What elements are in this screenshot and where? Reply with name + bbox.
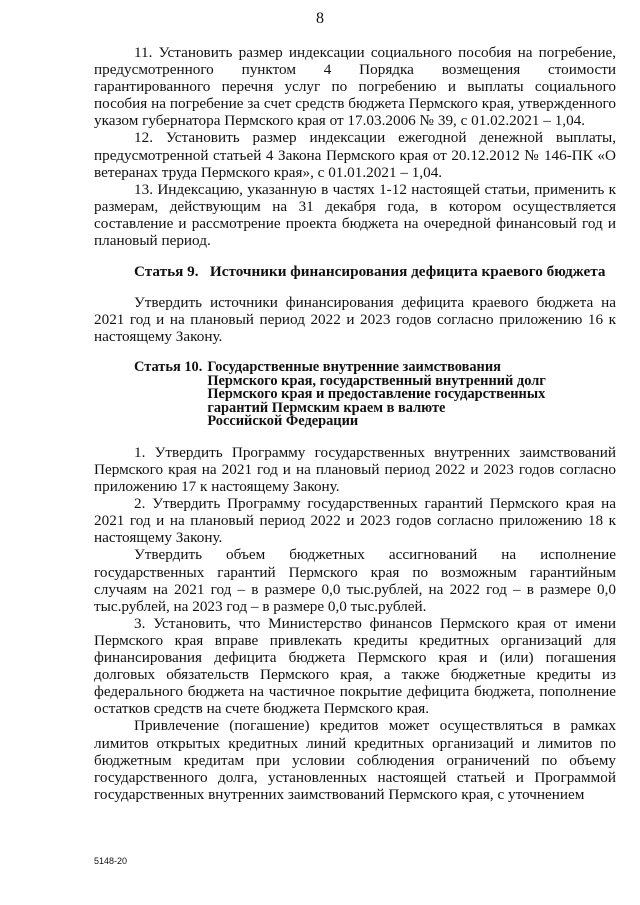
article-10-title bbox=[207, 361, 546, 429]
article-10-paragraph-1: 1. Утвердить Программу государственных внутренних заимствований Пермского края на 2021 год и на плановый период 2022 и 2023 годов согласно приложению 17 к настоящему Закону. bbox=[94, 443, 616, 496]
article-10-title-line: гарантий Пермским краем в валюте bbox=[207, 399, 446, 416]
article-10-title-line: Российской Федерации bbox=[207, 413, 359, 430]
article-10-heading bbox=[134, 361, 616, 429]
document-code: 5148-20 bbox=[94, 856, 128, 866]
article-10-paragraph-3-continued: Привлечение (погашение) кредитов может осуществляться в рамках лимитов открытых кредитных линий кредитных организаций и лимитов по бюджетным кредитам при условии соблюдения ограничений по объему государственного долга, установленных настоящей статьей и Программой государственных внутренних заимствований Пермского края, с уточнением bbox=[94, 717, 616, 803]
page-number: 8 bbox=[316, 10, 324, 27]
article-10-title-line: Пермского края, государственный внутренний долг bbox=[207, 372, 546, 389]
article-9-heading-text: Статья 9. Источники финансирования дефицита краевого бюджета bbox=[134, 263, 606, 281]
paragraph-item-13: 13. Индексацию, указанную в частях 1-12 настоящей статьи, применить к размерам, действующим на 31 декабря года, в котором осуществляется составление и рассмотрение проекта бюджета на очередной финансовый год и плановый период. bbox=[94, 180, 616, 250]
paragraph-item-12: 12. Установить размер индексации ежегодной денежной выплаты, предусмотренной статьей 4 Закона Пермского края от 20.12.2012 № 146-ПК «О ветеранах труда Пермского края», с 01.01.2021 – 1,04. bbox=[94, 129, 616, 181]
article-10-paragraph-2-expenditure: Утвердить объем бюджетных ассигнований на исполнение государственных гарантий Пермского края по возможным гарантийным случаям на 2021 год – в размере 0,0 тыс.рублей, на 2022 год – в размере 0,0 тыс.рублей, на 2023 год – в размере 0,0 тыс.рублей. bbox=[94, 546, 616, 615]
article-10-paragraph-3: 3. Установить, что Министерство финансов Пермского края от имени Пермского края вправе привлекать кредиты кредитных организаций для финансирования дефицита бюджета Пермского края и (или) погашения долговых обязательств Пермского края, а также бюджетные кредиты из федерального бюджета на частичное покрытие дефицита бюджета, пополнение остатков средств на счете бюджета Пермского края. bbox=[94, 614, 616, 718]
article-10-label: Статья 10. bbox=[134, 359, 203, 376]
article-9-heading bbox=[94, 263, 616, 280]
article-9-text: Утвердить источники финансирования дефицита краевого бюджета на 2021 год и на плановый период 2022 и 2023 годов согласно приложению 16 к настоящему Закону. bbox=[94, 294, 616, 346]
article-10-title-line: Пермского края и предоставление государственных bbox=[207, 386, 546, 403]
paragraph-item-11: 11. Установить размер индексации социального пособия на погребение, предусмотренного пунктом 4 Порядка возмещения стоимости гарантированного перечня услуг по погребению и выплаты социального пособия на погребение за счет средств бюджета Пермского края, утвержденного указом губернатора Пермского края от 17.03.2006 № 39, с 01.02.2021 – 1,04. bbox=[94, 44, 616, 130]
document-body bbox=[94, 44, 616, 803]
article-10-title-line: Государственные внутренние заимствования bbox=[207, 359, 501, 376]
article-10-paragraph-2: 2. Утвердить Программу государственных гарантий Пермского края на 2021 год и на плановый период 2022 и 2023 годов согласно приложению 18 к настоящему Закону. bbox=[94, 495, 616, 547]
